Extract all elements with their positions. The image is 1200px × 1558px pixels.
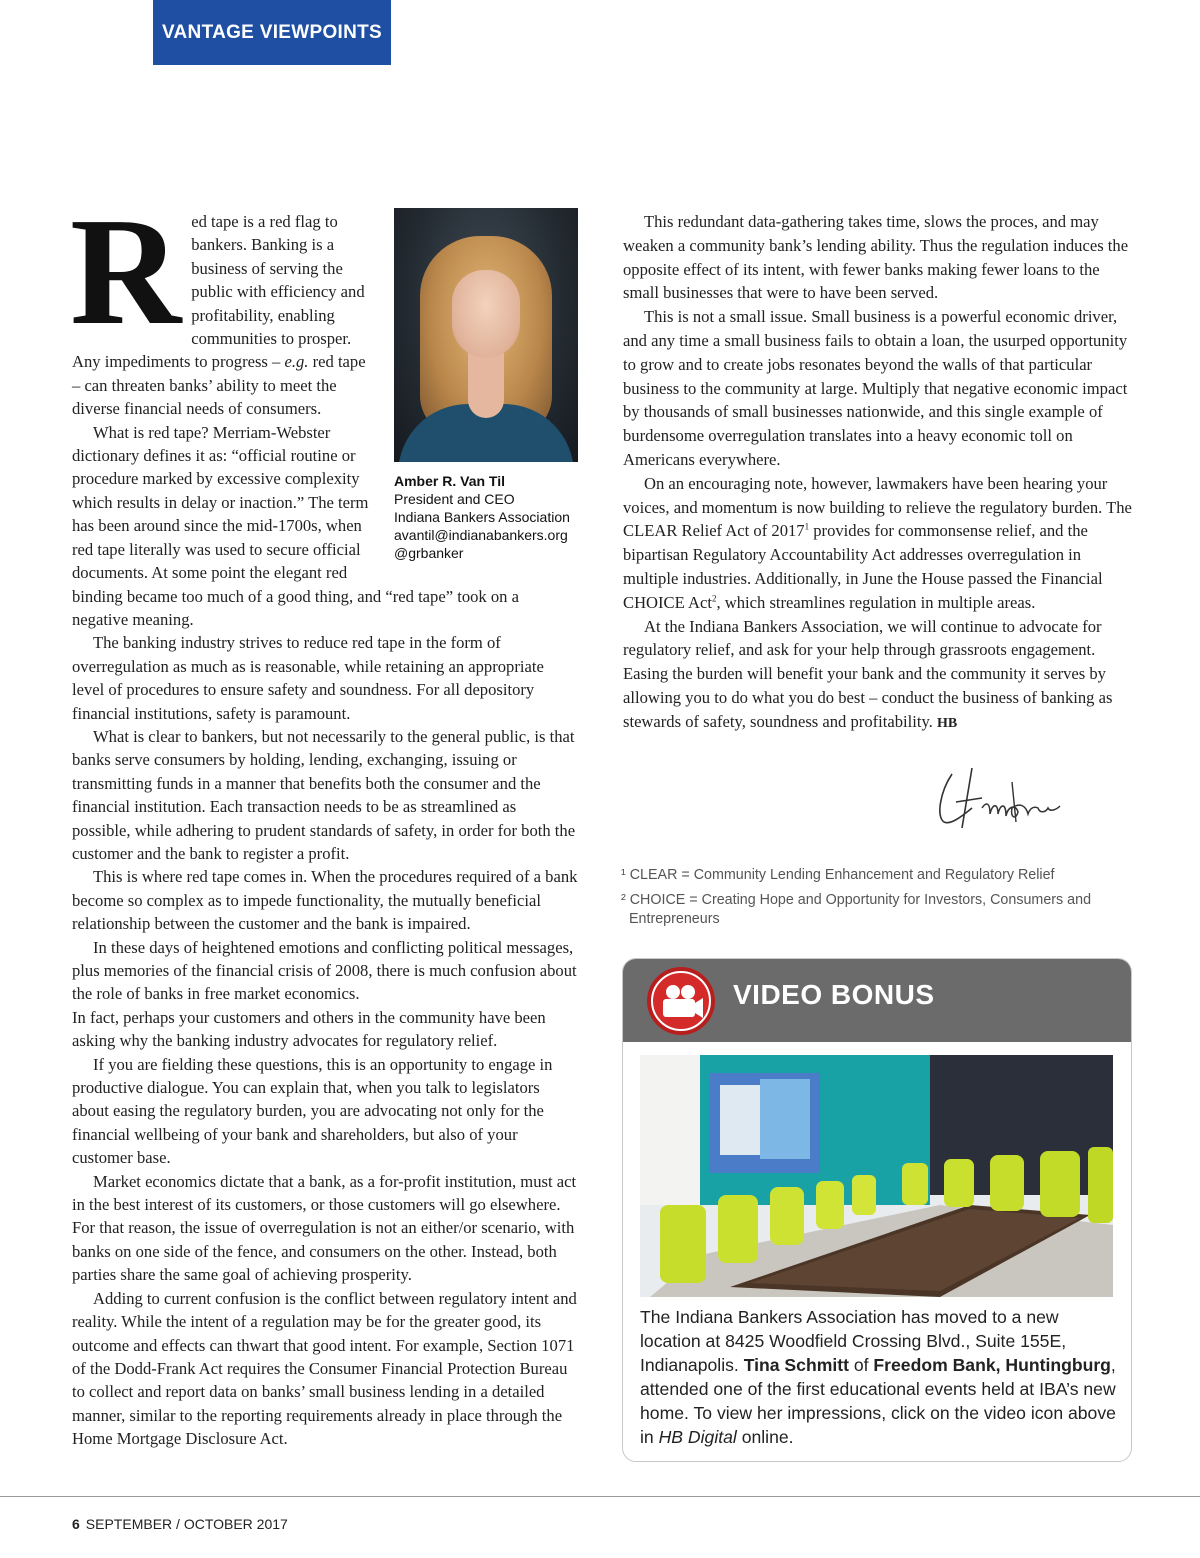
page-number: 6 [72,1516,80,1532]
issue-date: SEPTEMBER / OCTOBER 2017 [85,1516,288,1532]
paragraph: In fact, perhaps your customers and others in the community have been asking why the banking industry advocates for regulatory relief. [72,1007,546,1051]
paragraph: This is not a small issue. Small business is a powerful economic driver, and any time a small business fails to obtain a loan, the usurped opportunity to grow and to create jobs resonates beyond the walls of that particular business to the community at large. Multiply that negative economic impact by thousands of small businesses nationwide, and this single example of burdensome overregulation translates into a heavy economic toll on Americans everywhere. [623,307,1128,469]
folio [72,1516,288,1532]
drop-cap: R [70,187,182,357]
paragraph: If you are fielding these questions, this is an opportunity to engage in productive dialogue. You can explain that, when you talk to legislators about easing the regulatory burden, you are advocating not only for the financial wellbeing of your bank and shareholders, but also of your customer base. [72,1054,553,1168]
paragraph: This redundant data-gathering takes time, slows the proces, and may weaken a community bank’s lending ability. Thus the regulation induces the opposite effect of its intent, with fewer banks making fewer loans to the small businesses that were to have been served. [623,212,1129,303]
author-org: Indiana Bankers Association [394,509,570,525]
paragraph: ed tape is a red flag to bankers. Banking is a business of serving the public with efficiency and profitability, enabling communities to prosper. Any impediments to progress – e.g. red tape – can threaten banks’ ability to meet the diverse financial needs of consumers. [72,212,366,419]
video-bonus-description: The Indiana Bankers Association has moved to a new location at 8425 Woodfield Crossing Blvd., Suite 155E, Indianapolis. Tina Schmitt of Freedom Bank, Huntingburg, attended one of the first educational events held at IBA’s new home. To view her impressions, click on the video icon above in HB Digital online. [640,1307,1116,1447]
article-left-column [70,187,578,1451]
author-name: Amber R. Van Til [394,473,505,489]
footer-rule [0,1496,1200,1497]
author-caption [394,472,578,562]
author-box [394,208,578,562]
author-handle[interactable]: @grbanker [394,545,464,561]
paragraph: Adding to current confusion is the conflict between regulatory intent and reality. While the intent of a regulation may be for the greater good, its outcome and effects can thwart that good intent. For example, Section 1071 of the Dodd-Frank Act requires the Consumer Financial Protection Bureau to collect and report data on banks’ small business lending in a detailed manner, similar to the reporting requirements already in place through the Home Mortgage Disclosure Act. [72,1288,577,1449]
author-photo [394,208,578,462]
author-signature [930,762,1080,842]
paragraph: This is where red tape comes in. When the procedures required of a bank become so complex as to impede functionality, the mutually beneficial relationship between the customer and the bank is impaired. [72,867,578,934]
end-mark: HB [937,715,958,731]
paragraph: Market economics dictate that a bank, as a for-profit institution, must act in the best interest of its customers, or those customers will go elsewhere. For that reason, the issue of overregulation is not an either/or scenario, with banks on one side of the fence, and consumers on the other. Instead, both parties share the same goal of achieving prosperity. [72,1171,577,1285]
video-bonus-header [623,959,1131,1042]
author-title: President and CEO [394,491,515,507]
paragraph: The banking industry strives to reduce red tape in the form of overregulation as much as is reasonable, while retaining an appropriate level of procedures to ensure safety and soundness. For all depository financial institutions, safety is paramount. [72,633,544,723]
paragraph: In these days of heightened emotions and conflicting political messages, plus memories of the financial crisis of 2008, there is much confusion about the role of banks in free market economics. [72,937,577,1004]
footnotes [621,866,1121,935]
section-tab: VANTAGE VIEWPOINTS [153,0,391,65]
video-bonus-title: VIDEO BONUS [733,979,935,1010]
paragraph: At the Indiana Bankers Association, we will continue to advocate for regulatory relief, and ask for your help through grassroots engagement. Easing the burden will benefit your bank and the community it serves by allowing you to do what you do best – conduct the business of banking as stewards of safety, soundness and profitability. HB [623,616,1113,731]
conference-room-photo[interactable] [640,1055,1113,1297]
paragraph: On an encouraging note, however, lawmakers have been hearing your voices, and momentum is now building to relieve the regulatory burden. The CLEAR Relief Act of 2017$^1$ provides for commonsense relief, and the bipartisan Regulatory Accountability Act addresses overregulation in multiple industries. Additionally, in June the House passed the Financial CHOICE Act$^2$, which streamlines regulation in multiple areas. [623,473,1132,612]
video-bonus-box [622,958,1132,1462]
footnote: ² CHOICE = Creating Hope and Opportunity for Investors, Consumers and Entrepreneurs [621,892,1092,927]
paragraph: What is red tape? Merriam-Webster dictionary defines it as: “official routine or procedure marked by excessive complexity which results in delay or inaction.” The term has been around since the mid-1700s, when red tape literally was used to secure official documents. At some point the elegant red binding became too much of a good thing, and “red tape” took on a negative meaning. [72,422,519,629]
paragraph: What is clear to bankers, but not necessarily to the general public, is that banks serve consumers by holding, lending, exchanging, issuing or transmitting funds in a manner that benefits both the consumer and the financial institution. Each transaction needs to be as streamlined as possible, while adhering to prudent standards of safety, in order for both the customer and the bank to register a profit. [72,726,576,863]
article-right-column [623,210,1133,736]
video-camera-icon[interactable] [645,965,717,1037]
author-email[interactable]: avantil@indianabankers.org [394,527,568,543]
footnote: ¹ CLEAR = Community Lending Enhancement and Regulatory Relief [621,867,1055,883]
